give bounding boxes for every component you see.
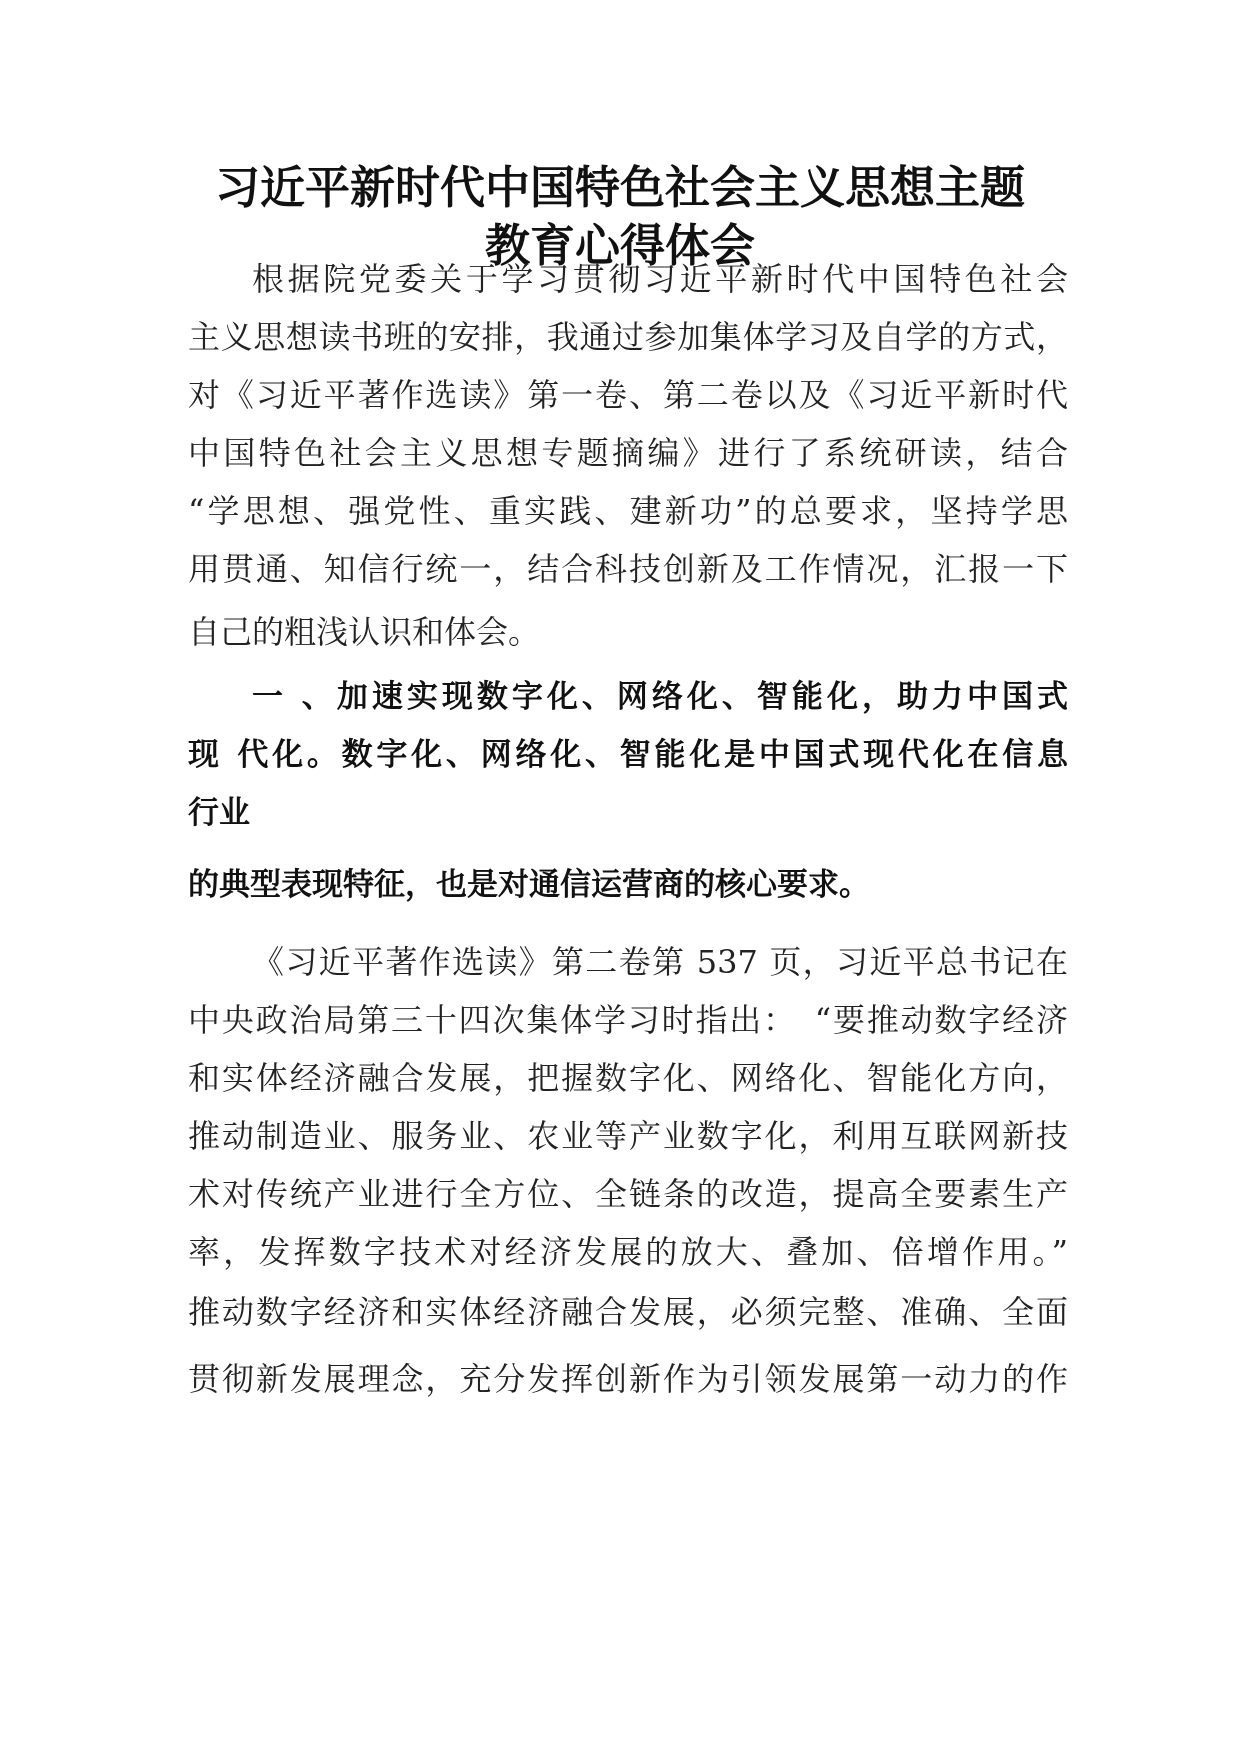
paragraph-1-line: “学思想、强党性、重实践、建新功”的总要求，坚持学思 <box>188 492 1068 530</box>
section-heading-1-line: 行业 <box>188 795 250 831</box>
paragraph-2-line: 中央政治局第三十四次集体学习时指出： “要推动数字经济 <box>188 1001 1068 1039</box>
section-heading-1-line: 一 、加速实现数字化、网络化、智能化，助力中国式 <box>252 679 1068 715</box>
paragraph-1-line: 自己的粗浅认识和体会。 <box>188 613 541 651</box>
paragraph-2-line: 推动数字经济和实体经济融合发展，必须完整、准确、全面 <box>188 1293 1068 1331</box>
paragraph-2-line: 术对传统产业进行全方位、全链条的改造，提高全要素生产 <box>188 1175 1068 1213</box>
paragraph-2-line: 《习近平著作选读》第二卷第 537 页，习近平总书记在 <box>252 943 1068 981</box>
paragraph-1-line: 主义思想读书班的安排，我通过参加集体学习及自学的方式， <box>188 318 1068 356</box>
paragraph-2-line: 和实体经济融合发展，把握数字化、网络化、智能化方向， <box>188 1059 1068 1097</box>
section-heading-1-line: 现 代化。数字化、网络化、智能化是中国式现代化在信息 <box>188 737 1068 773</box>
paragraph-1-line: 对《习近平著作选读》第一卷、第二卷以及《习近平新时代 <box>188 376 1068 414</box>
document-title-line-2: 教育心得体会 <box>484 219 755 272</box>
paragraph-2-line: 贯彻新发展理念，充分发挥创新作为引领发展第一动力的作 <box>188 1360 1068 1398</box>
section-heading-1-line: 的典型表现特征，也是对通信运营商的核心要求。 <box>188 867 870 903</box>
paragraph-1-line: 中国特色社会主义思想专题摘编》进行了系统研读，结合 <box>188 434 1068 472</box>
paragraph-1-line: 用贯通、知信行统一，结合科技创新及工作情况，汇报一下 <box>188 550 1068 588</box>
paragraph-2-line: 率，发挥数字技术对经济发展的放大、叠加、倍增作用。” <box>188 1233 1068 1271</box>
paragraph-2-line: 推动制造业、服务业、农业等产业数字化，利用互联网新技 <box>188 1117 1068 1155</box>
document-title-line-1: 习近平新时代中国特色社会主义思想主题 <box>214 161 1025 214</box>
paragraph-1-line: 根据院党委关于学习贯彻习近平新时代中国特色社会 <box>252 260 1068 298</box>
